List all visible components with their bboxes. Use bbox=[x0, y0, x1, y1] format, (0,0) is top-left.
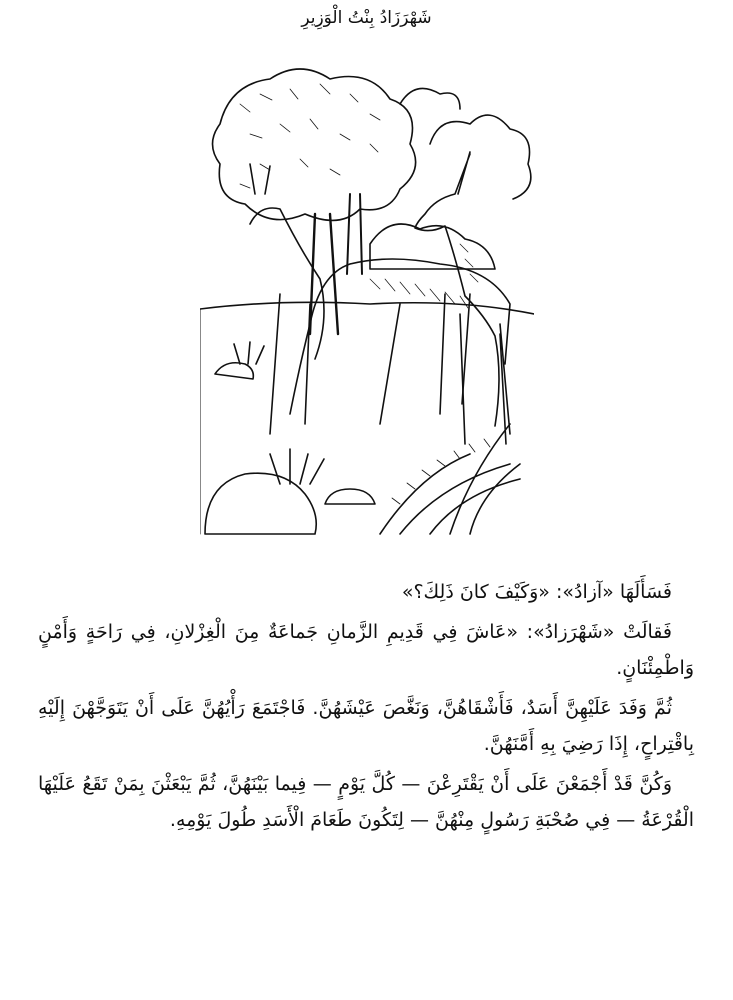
story-paragraph: وَكُنَّ قَدْ أَجْمَعْنَ عَلَى أَنْ يَقْتَرِعْنَ — كُلَّ يَوْمٍ — فِيما بَيْنَهُنَّ، ثُمَّ يَبْعَثْنَ بِمَنْ تَقَعُ عَلَيْهَا الْقُرْعَةُ — فِي صُحْبَةِ رَسُولٍ مِنْهُنَّ — لِتَكُونَ طَعَامَ الْأَسَدِ طُولَ يَوْمِهِ. bbox=[38, 773, 694, 831]
grass-tuft bbox=[234, 342, 264, 364]
story-paragraph: ثُمَّ وَفَدَ عَلَيْهِنَّ أَسَدٌ، فَأَشْقَاهُنَّ، وَنَغَّصَ عَيْشَهُنَّ. فَاجْتَمَعَ رَأْيُهُنَّ عَلَى أَنْ يَتَوَجَّهْنَ إِلَيْهِ بِاقْتِراحٍ، إِذَا رَضِيَ بِهِ أَمَّنَهُنَّ. bbox=[38, 697, 694, 755]
story-text bbox=[38, 574, 694, 842]
story-paragraph: فَقالَتْ «شَهْرَزادُ»: «عَاشَ فِي قَدِيمِ الزَّمانِ جَماعَةٌ مِنَ الْغِزْلانِ، فِي رَاحَةٍ وَأَمْنٍ وَاطْمِئْنَانٍ. bbox=[38, 621, 694, 679]
cloud-shape bbox=[430, 115, 531, 199]
gazelle-grazing bbox=[290, 259, 510, 444]
illustration-scene bbox=[200, 69, 534, 534]
gazelle-standing bbox=[415, 152, 506, 444]
rock bbox=[215, 363, 253, 379]
grass-tuft bbox=[270, 449, 324, 484]
tree-canopy bbox=[213, 69, 416, 220]
cloud-shape bbox=[400, 88, 460, 109]
gazelles-illustration bbox=[200, 64, 534, 536]
rock bbox=[205, 473, 316, 534]
gazelle-left bbox=[250, 164, 324, 434]
fern-plant bbox=[380, 424, 520, 534]
rock bbox=[325, 489, 375, 504]
page-header: شَهْرَزَادُ بِنْتُ الْوَزِيرِ bbox=[301, 8, 432, 28]
story-paragraph: فَسَأَلَهَا «آزادُ»: «وَكَيْفَ كانَ ذَلِكَ؟» bbox=[401, 581, 672, 603]
ground bbox=[200, 302, 534, 314]
